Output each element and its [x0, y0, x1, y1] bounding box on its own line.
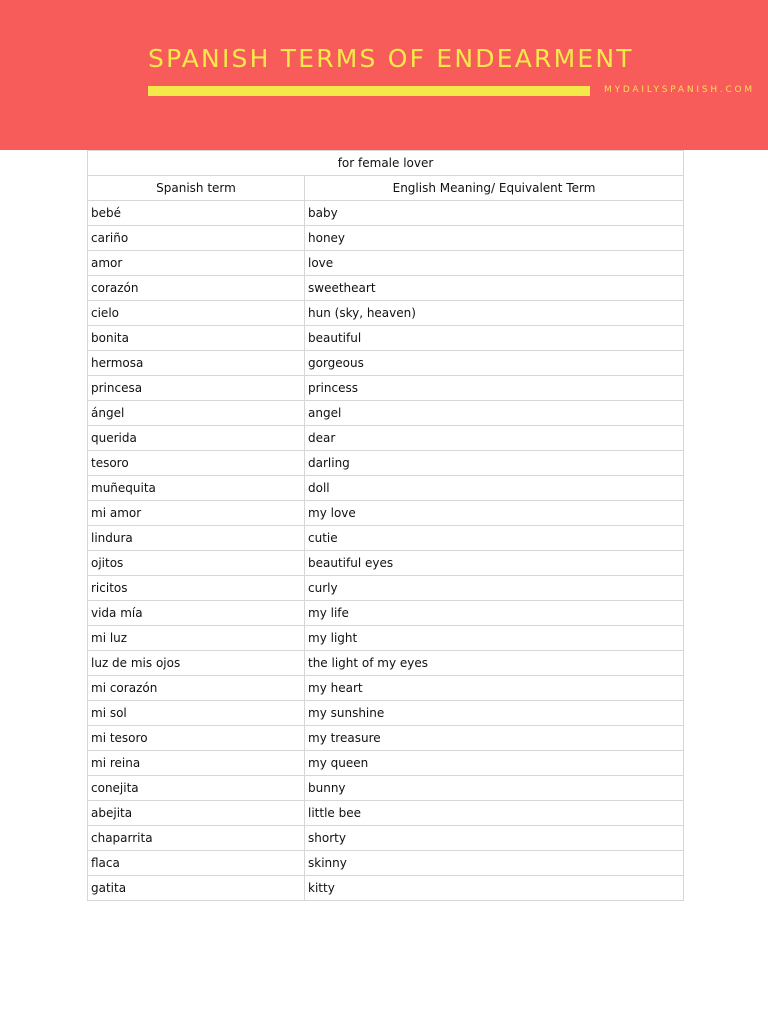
table-row	[88, 201, 684, 226]
english-meaning-cell: honey	[305, 226, 684, 251]
english-meaning-cell: my sunshine	[305, 701, 684, 726]
spanish-term-cell: hermosa	[88, 351, 305, 376]
spanish-term-cell: ricitos	[88, 576, 305, 601]
table-row	[88, 726, 684, 751]
english-meaning-cell: cutie	[305, 526, 684, 551]
spanish-term-cell: cariño	[88, 226, 305, 251]
english-meaning-cell: bunny	[305, 776, 684, 801]
table-row	[88, 501, 684, 526]
table-row	[88, 326, 684, 351]
table-row	[88, 426, 684, 451]
page-title: SPANISH TERMS OF ENDEARMENT	[148, 44, 634, 73]
english-meaning-cell: beautiful eyes	[305, 551, 684, 576]
table-caption: for female lover	[88, 151, 684, 176]
terms-table-container	[87, 150, 683, 901]
table-row	[88, 476, 684, 501]
english-meaning-cell: the light of my eyes	[305, 651, 684, 676]
header-banner	[0, 0, 768, 150]
english-meaning-cell: little bee	[305, 801, 684, 826]
table-row	[88, 276, 684, 301]
table-body	[88, 201, 684, 901]
table-row	[88, 401, 684, 426]
spanish-term-cell: vida mía	[88, 601, 305, 626]
english-meaning-cell: sweetheart	[305, 276, 684, 301]
spanish-term-cell: abejita	[88, 801, 305, 826]
site-name: MYDAILYSPANISH.COM	[604, 85, 755, 95]
column-header-spanish: Spanish term	[88, 176, 305, 201]
table-row	[88, 651, 684, 676]
spanish-term-cell: gatita	[88, 876, 305, 901]
table-row	[88, 526, 684, 551]
english-meaning-cell: my light	[305, 626, 684, 651]
table-row	[88, 551, 684, 576]
table-row	[88, 301, 684, 326]
spanish-term-cell: mi tesoro	[88, 726, 305, 751]
english-meaning-cell: my treasure	[305, 726, 684, 751]
spanish-term-cell: mi reina	[88, 751, 305, 776]
english-meaning-cell: skinny	[305, 851, 684, 876]
spanish-term-cell: ojitos	[88, 551, 305, 576]
table-row	[88, 351, 684, 376]
spanish-term-cell: conejita	[88, 776, 305, 801]
spanish-term-cell: mi luz	[88, 626, 305, 651]
column-header-english: English Meaning/ Equivalent Term	[305, 176, 684, 201]
table-row	[88, 576, 684, 601]
table-row	[88, 851, 684, 876]
table-row	[88, 601, 684, 626]
english-meaning-cell: my life	[305, 601, 684, 626]
spanish-term-cell: muñequita	[88, 476, 305, 501]
spanish-term-cell: luz de mis ojos	[88, 651, 305, 676]
spanish-term-cell: corazón	[88, 276, 305, 301]
spanish-term-cell: bonita	[88, 326, 305, 351]
english-meaning-cell: my love	[305, 501, 684, 526]
english-meaning-cell: beautiful	[305, 326, 684, 351]
english-meaning-cell: dear	[305, 426, 684, 451]
spanish-term-cell: chaparrita	[88, 826, 305, 851]
table-row	[88, 376, 684, 401]
table-row	[88, 626, 684, 651]
english-meaning-cell: my heart	[305, 676, 684, 701]
spanish-term-cell: princesa	[88, 376, 305, 401]
spanish-term-cell: ángel	[88, 401, 305, 426]
spanish-term-cell: querida	[88, 426, 305, 451]
table-row	[88, 751, 684, 776]
table-row	[88, 776, 684, 801]
spanish-term-cell: tesoro	[88, 451, 305, 476]
table-row	[88, 451, 684, 476]
spanish-term-cell: flaca	[88, 851, 305, 876]
table-row	[88, 251, 684, 276]
english-meaning-cell: shorty	[305, 826, 684, 851]
english-meaning-cell: princess	[305, 376, 684, 401]
spanish-term-cell: lindura	[88, 526, 305, 551]
english-meaning-cell: love	[305, 251, 684, 276]
spanish-term-cell: amor	[88, 251, 305, 276]
english-meaning-cell: baby	[305, 201, 684, 226]
spanish-term-cell: cielo	[88, 301, 305, 326]
english-meaning-cell: doll	[305, 476, 684, 501]
english-meaning-cell: angel	[305, 401, 684, 426]
english-meaning-cell: my queen	[305, 751, 684, 776]
terms-table	[87, 150, 684, 901]
title-underline-bar	[148, 86, 590, 96]
english-meaning-cell: darling	[305, 451, 684, 476]
table-row	[88, 676, 684, 701]
spanish-term-cell: mi corazón	[88, 676, 305, 701]
english-meaning-cell: hun (sky, heaven)	[305, 301, 684, 326]
table-row	[88, 801, 684, 826]
spanish-term-cell: mi sol	[88, 701, 305, 726]
table-caption-row	[88, 151, 684, 176]
table-row	[88, 826, 684, 851]
table-row	[88, 701, 684, 726]
english-meaning-cell: gorgeous	[305, 351, 684, 376]
english-meaning-cell: kitty	[305, 876, 684, 901]
table-header-row	[88, 176, 684, 201]
table-row	[88, 876, 684, 901]
table-row	[88, 226, 684, 251]
spanish-term-cell: bebé	[88, 201, 305, 226]
english-meaning-cell: curly	[305, 576, 684, 601]
spanish-term-cell: mi amor	[88, 501, 305, 526]
